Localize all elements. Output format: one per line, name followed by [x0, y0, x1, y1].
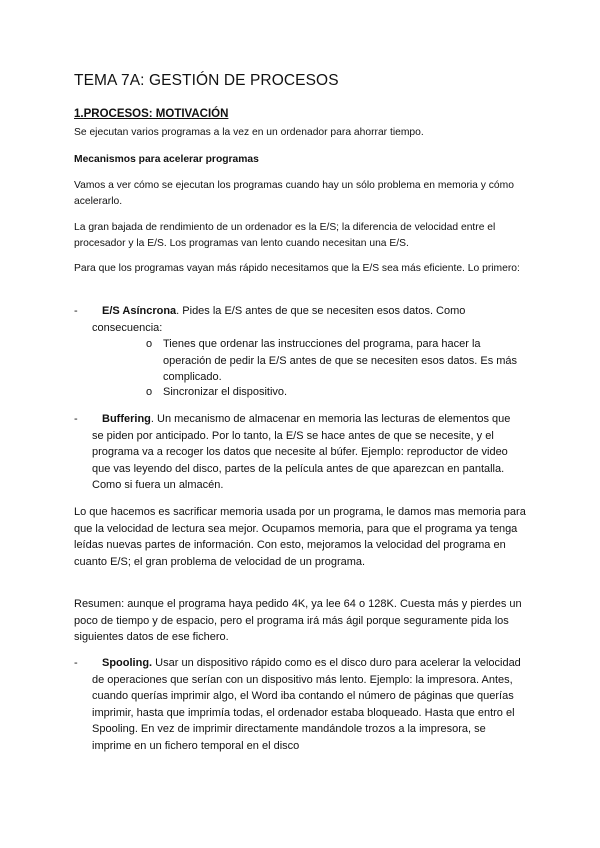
- bullet-item-spooling: [92, 655, 522, 754]
- paragraph-5: Resumen: aunque el programa haya pedido 4K, ya lee 64 o 128K. Cuesta más y pierdes un poco de tiempo y de espacio, pero el programa irá más ágil porque seguramente pida los siguientes datos de ese fichero.: [74, 598, 522, 643]
- section-heading: 1.PROCESOS: MOTIVACIÓN: [74, 108, 229, 120]
- sub-marker: o: [146, 386, 153, 398]
- bullet-item-buffering: [92, 411, 522, 494]
- bullet-text: . Un mecanismo de almacenar en memoria las lecturas de elementos que se piden por anticipado. Por lo tanto, la E/S se hace antes de que se necesite, y el programa va a recoger los datos que necesite al búfer. Ejemplo: reproductor de video que vas leyendo del disco, partes de la película antes de que aparezcan en pantalla. Como si fuera un almacén.: [92, 413, 511, 491]
- page-title: TEMA 7A: GESTIÓN DE PROCESOS: [74, 72, 339, 89]
- sub-marker: o: [146, 338, 153, 350]
- bullet-marker: -: [74, 305, 78, 317]
- subheading: Mecanismos para acelerar programas: [74, 154, 259, 165]
- bullet-item-async: [92, 303, 522, 336]
- sub-item: Sincronizar el dispositivo.: [163, 386, 288, 398]
- bullet-term: Spooling.: [102, 657, 153, 669]
- paragraph-3: Para que los programas vayan más rápido necesitamos que la E/S sea más eficiente. Lo primero:: [74, 263, 520, 274]
- bullet-term: E/S Asíncrona: [102, 305, 177, 317]
- bullet-term: Buffering: [102, 413, 151, 425]
- bullet-marker: -: [74, 657, 78, 669]
- paragraph-1: Vamos a ver cómo se ejecutan los programas cuando hay un sólo problema en memoria y cómo acelerarlo.: [74, 180, 514, 207]
- bullet-text: . Pides la E/S antes de que se necesiten esos datos. Como consecuencia:: [92, 305, 466, 334]
- bullet-marker: -: [74, 413, 78, 425]
- sub-item: Tienes que ordenar las instrucciones del programa, para hacer la operación de pedir la E/S antes de que se necesiten esos datos. Es más complicado.: [163, 338, 518, 383]
- bullet-text: Usar un dispositivo rápido como es el disco duro para acelerar la velocidad de operaciones que serían con un dispositivo más lento. Ejemplo: la impresora. Antes, cuando querías imprimir algo, el Word iba contando el número de páginas que querías imprimir, hasta que imprimía todas, el ordenador estaba bloqueado. Hasta que entro el Spooling. En vez de imprimir directamente mandándole trozos a la impresora, se imprime en un fichero temporal en el disco: [92, 657, 521, 752]
- intro-paragraph: Se ejecutan varios programas a la vez en un ordenador para ahorrar tiempo.: [74, 127, 424, 138]
- paragraph-2: La gran bajada de rendimiento de un ordenador es la E/S; la diferencia de velocidad entre el procesador y la E/S. Los programas van lento cuando necesitan una E/S.: [74, 222, 496, 249]
- paragraph-4: Lo que hacemos es sacrificar memoria usada por un programa, le damos mas memoria para que la velocidad de lectura sea mejor. Ocupamos memoria, para que el programa ya tenga leídas nuevas partes de información. Con esto, mejoramos la velocidad del programa en cuanto E/S; el gran problema de velocidad de un programa.: [74, 506, 526, 568]
